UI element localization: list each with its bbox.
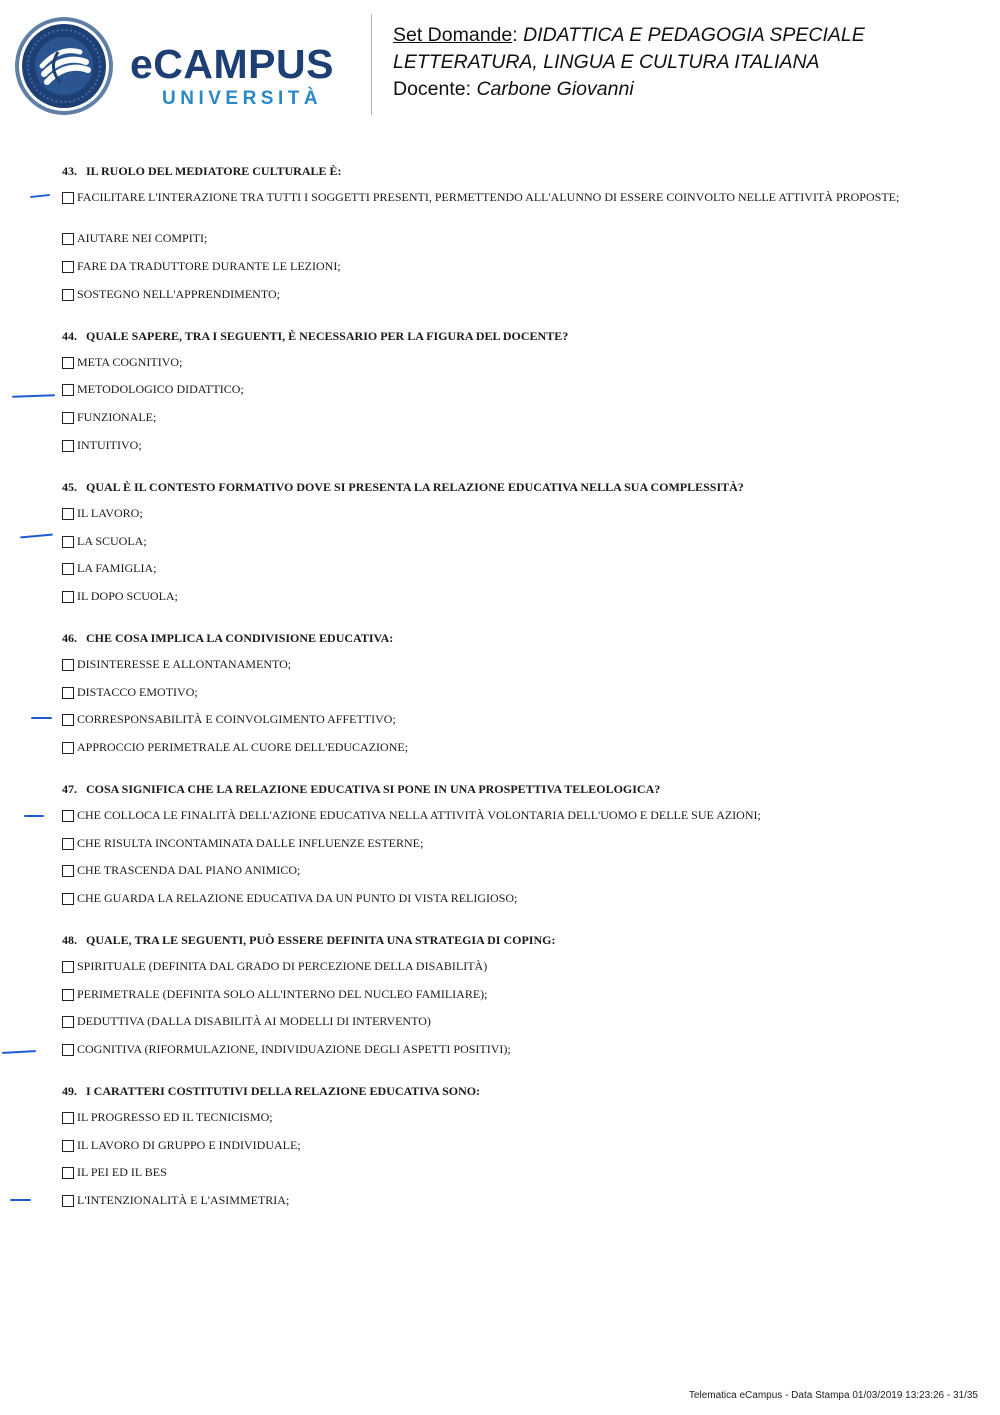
question-43-option-4[interactable]: SOSTEGNO NELL'APPRENDIMENTO;	[62, 287, 922, 301]
question-44-title: 44. QUALE SAPERE, TRA I SEGUENTI, È NECESSARIO PER LA FIGURA DEL DOCENTE?	[62, 329, 569, 343]
question-44-option-4[interactable]: INTUITIVO;	[62, 438, 922, 452]
question-47-option-1[interactable]: CHE COLLOCA LE FINALITÀ DELL'AZIONE EDUCATIVA NELLA ATTIVITÀ VOLONTARIA DELL'UOMO E DELLE SUE AZIONI;	[62, 808, 922, 822]
set-line-2	[393, 49, 865, 76]
question-45-option-4[interactable]: IL DOPO SCUOLA;	[62, 589, 922, 603]
checkbox[interactable]	[62, 508, 74, 520]
checkbox[interactable]	[62, 865, 74, 877]
question-49-option-1[interactable]: IL PROGRESSO ED IL TECNICISMO;	[62, 1110, 922, 1124]
checkbox[interactable]	[62, 357, 74, 369]
question-47-option-4[interactable]: CHE GUARDA LA RELAZIONE EDUCATIVA DA UN PUNTO DI VISTA RELIGIOSO;	[62, 891, 922, 905]
question-48-option-3[interactable]: DEDUTTIVA (DALLA DISABILITÀ AI MODELLI DI INTERVENTO)	[62, 1014, 922, 1028]
answer-mark-q48	[2, 1050, 36, 1054]
teacher-label: Docente:	[393, 78, 477, 100]
checkbox[interactable]	[62, 687, 74, 699]
checkbox[interactable]	[62, 989, 74, 1001]
set-label: Set Domande	[393, 24, 513, 46]
question-49-option-4[interactable]: L'INTENZIONALITÀ E L'ASIMMETRIA;	[62, 1193, 922, 1207]
document-header	[393, 22, 865, 103]
question-45-option-2[interactable]: LA SCUOLA;	[62, 534, 922, 548]
checkbox[interactable]	[62, 412, 74, 424]
checkbox[interactable]	[62, 810, 74, 822]
checkbox[interactable]	[62, 893, 74, 905]
universita-subtitle: UNIVERSITÀ	[162, 88, 323, 109]
checkbox[interactable]	[62, 1044, 74, 1056]
question-43-title: 43. IL RUOLO DEL MEDIATORE CULTURALE È:	[62, 164, 342, 178]
checkbox[interactable]	[62, 1195, 74, 1207]
answer-mark-q49	[10, 1199, 31, 1201]
set-separator: :	[512, 24, 524, 46]
checkbox[interactable]	[62, 440, 74, 452]
checkbox[interactable]	[62, 1112, 74, 1124]
teacher-line	[393, 76, 865, 103]
checkbox[interactable]	[62, 591, 74, 603]
checkbox[interactable]	[62, 838, 74, 850]
question-46-option-1[interactable]: DISINTERESSE E ALLONTANAMENTO;	[62, 657, 922, 671]
question-47-option-3[interactable]: CHE TRASCENDA DAL PIANO ANIMICO;	[62, 863, 922, 877]
checkbox[interactable]	[62, 742, 74, 754]
question-45-title: 45. QUAL È IL CONTESTO FORMATIVO DOVE SI PRESENTA LA RELAZIONE EDUCATIVA NELLA SUA COMPLESSITÀ?	[62, 480, 744, 494]
print-footer: Telematica eCampus - Data Stampa 01/03/2019 13:23:26 - 31/35	[688, 1390, 978, 1401]
set-value-2: LETTERATURA, LINGUA E CULTURA ITALIANA	[393, 51, 820, 73]
ecampus-wordmark: eCAMPUS	[130, 41, 334, 87]
question-44-option-2[interactable]: METODOLOGICO DIDATTICO;	[62, 382, 922, 396]
question-48-option-1[interactable]: SPIRITUALE (DEFINITA DAL GRADO DI PERCEZIONE DELLA DISABILITÀ)	[62, 959, 922, 973]
checkbox[interactable]	[62, 563, 74, 575]
checkbox[interactable]	[62, 192, 74, 204]
question-48-option-2[interactable]: PERIMETRALE (DEFINITA SOLO ALL'INTERNO DEL NUCLEO FAMILIARE);	[62, 987, 922, 1001]
question-46-option-4[interactable]: APPROCCIO PERIMETRALE AL CUORE DELL'EDUCAZIONE;	[62, 740, 922, 754]
question-46-option-3[interactable]: CORRESPONSABILITÀ E COINVOLGIMENTO AFFETTIVO;	[62, 712, 922, 726]
checkbox[interactable]	[62, 536, 74, 548]
checkbox[interactable]	[62, 261, 74, 273]
question-49-option-2[interactable]: IL LAVORO DI GRUPPO E INDIVIDUALE;	[62, 1138, 922, 1152]
answer-mark-q43	[30, 194, 50, 198]
question-46-option-2[interactable]: DISTACCO EMOTIVO;	[62, 685, 922, 699]
set-value-1: DIDATTICA E PEDAGOGIA SPECIALE	[523, 24, 865, 46]
answer-mark-q47	[24, 815, 44, 817]
checkbox[interactable]	[62, 659, 74, 671]
checkbox[interactable]	[62, 384, 74, 396]
question-43-option-3[interactable]: FARE DA TRADUTTORE DURANTE LE LEZIONI;	[62, 259, 922, 273]
question-45-option-1[interactable]: IL LAVORO;	[62, 506, 922, 520]
question-48-option-4[interactable]: COGNITIVA (RIFORMULAZIONE, INDIVIDUAZIONE DEGLI ASPETTI POSITIVI);	[62, 1042, 922, 1056]
set-line	[393, 22, 865, 49]
answer-mark-q45	[20, 534, 53, 539]
teacher-value: Carbone Giovanni	[476, 78, 634, 100]
checkbox[interactable]	[62, 1167, 74, 1179]
question-47-option-2[interactable]: CHE RISULTA INCONTAMINATA DALLE INFLUENZE ESTERNE;	[62, 836, 922, 850]
question-45-option-3[interactable]: LA FAMIGLIA;	[62, 561, 922, 575]
question-48-title: 48. QUALE, TRA LE SEGUENTI, PUÒ ESSERE DEFINITA UNA STRATEGIA DI COPING:	[62, 933, 556, 947]
checkbox[interactable]	[62, 1016, 74, 1028]
answer-mark-q44	[12, 394, 55, 397]
question-47-title: 47. COSA SIGNIFICA CHE LA RELAZIONE EDUCATIVA SI PONE IN UNA PROSPETTIVA TELEOLOGICA?	[62, 782, 661, 796]
question-46-title: 46. CHE COSA IMPLICA LA CONDIVISIONE EDUCATIVA:	[62, 631, 394, 645]
question-44-option-1[interactable]: META COGNITIVO;	[62, 355, 922, 369]
question-44-option-3[interactable]: FUNZIONALE;	[62, 410, 922, 424]
question-43-option-1[interactable]: FACILITARE L'INTERAZIONE TRA TUTTI I SOGGETTI PRESENTI, PERMETTENDO ALL'ALUNNO DI ESSERE COINVOLTO NELLE ATTIVITÀ PROPOSTE;	[62, 190, 922, 204]
ecampus-seal-logo	[14, 16, 114, 116]
question-49-option-3[interactable]: IL PEI ED IL BES	[62, 1165, 922, 1179]
checkbox[interactable]	[62, 961, 74, 973]
checkbox[interactable]	[62, 714, 74, 726]
question-49-title: 49. I CARATTERI COSTITUTIVI DELLA RELAZIONE EDUCATIVA SONO:	[62, 1084, 481, 1098]
header-divider	[371, 14, 372, 115]
checkbox[interactable]	[62, 233, 74, 245]
checkbox[interactable]	[62, 289, 74, 301]
question-43-option-2[interactable]: AIUTARE NEI COMPITI;	[62, 231, 922, 245]
checkbox[interactable]	[62, 1140, 74, 1152]
answer-mark-q46	[31, 717, 52, 719]
